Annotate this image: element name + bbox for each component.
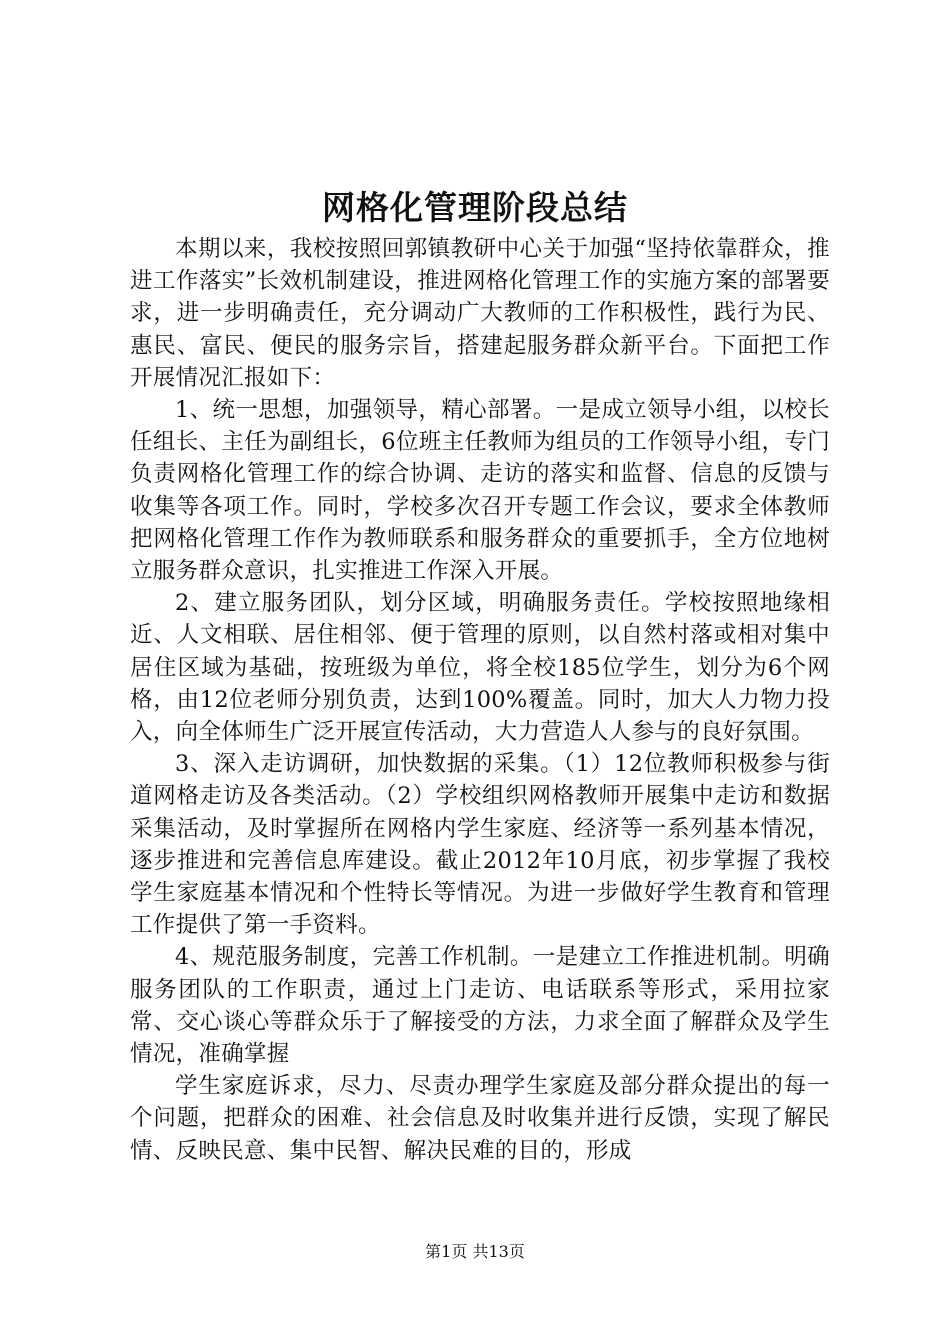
- page-footer: [0, 1240, 950, 1264]
- page-number-total: 共13页: [472, 1242, 525, 1261]
- paragraph-item-3: 3、深入走访调研，加快数据的采集。（1）12位教师积极参与街道网格走访及各类活动。（2）学校组织网格教师开展集中走访和数据采集活动，及时掌握所在网格内学生家庭、经济等一系列基本情况，逐步推进和完善信息库建设。截止2012年10月底，初步掌握了我校学生家庭基本情况和个性特长等情况。为进一步做好学生教育和管理工作提供了第一手资料。: [130, 751, 830, 939]
- page-number-current: 第1页: [425, 1242, 468, 1261]
- paragraph-item-2: 2、建立服务团队，划分区域，明确服务责任。学校按照地缘相近、人文相联、居住相邻、便于管理的原则，以自然村落或相对集中居住区域为基础，按班级为单位，将全校185位学生，划分为6个网格，由12位老师分别负责，达到100%覆盖。同时，加大人力物力投入，向全体师生广泛开展宣传活动，大力营造人人参与的良好氛围。: [130, 590, 830, 746]
- document-title: 网格化管理阶段总结: [322, 188, 628, 227]
- paragraph-continuation: 学生家庭诉求，尽力、尽责办理学生家庭及部分群众提出的每一个问题，把群众的困难、社会信息及时收集并进行反馈，实现了解民情、反映民意、集中民智、解决民难的目的，形成: [130, 1073, 830, 1164]
- document-body: [130, 233, 830, 1167]
- paragraph-intro: 本期以来，我校按照回郭镇教研中心关于加强“坚持依靠群众，推进工作落实”长效机制建设，推进网格化管理工作的实施方案的部署要求，进一步明确责任，充分调动广大教师的工作积极性，践行为民、惠民、富民、便民的服务宗旨，搭建起服务群众新平台。下面把工作开展情况汇报如下：: [130, 236, 830, 391]
- paragraph-item-1: 1、统一思想，加强领导，精心部署。一是成立领导小组，以校长任组长、主任为副组长，6位班主任教师为组员的工作领导小组，专门负责网格化管理工作的综合协调、走访的落实和监督、信息的反馈与收集等各项工作。同时，学校多次召开专题工作会议，要求全体教师把网格化管理工作作为教师联系和服务群众的重要抓手，全方位地树立服务群众意识，扎实推进工作深入开展。: [130, 397, 830, 585]
- paragraph-item-4: 4、规范服务制度，完善工作机制。一是建立工作推进机制。明确服务团队的工作职责，通过上门走访、电话联系等形式，采用拉家常、交心谈心等群众乐于了解接受的方法，力求全面了解群众及学生情况，准确掌握: [130, 944, 830, 1068]
